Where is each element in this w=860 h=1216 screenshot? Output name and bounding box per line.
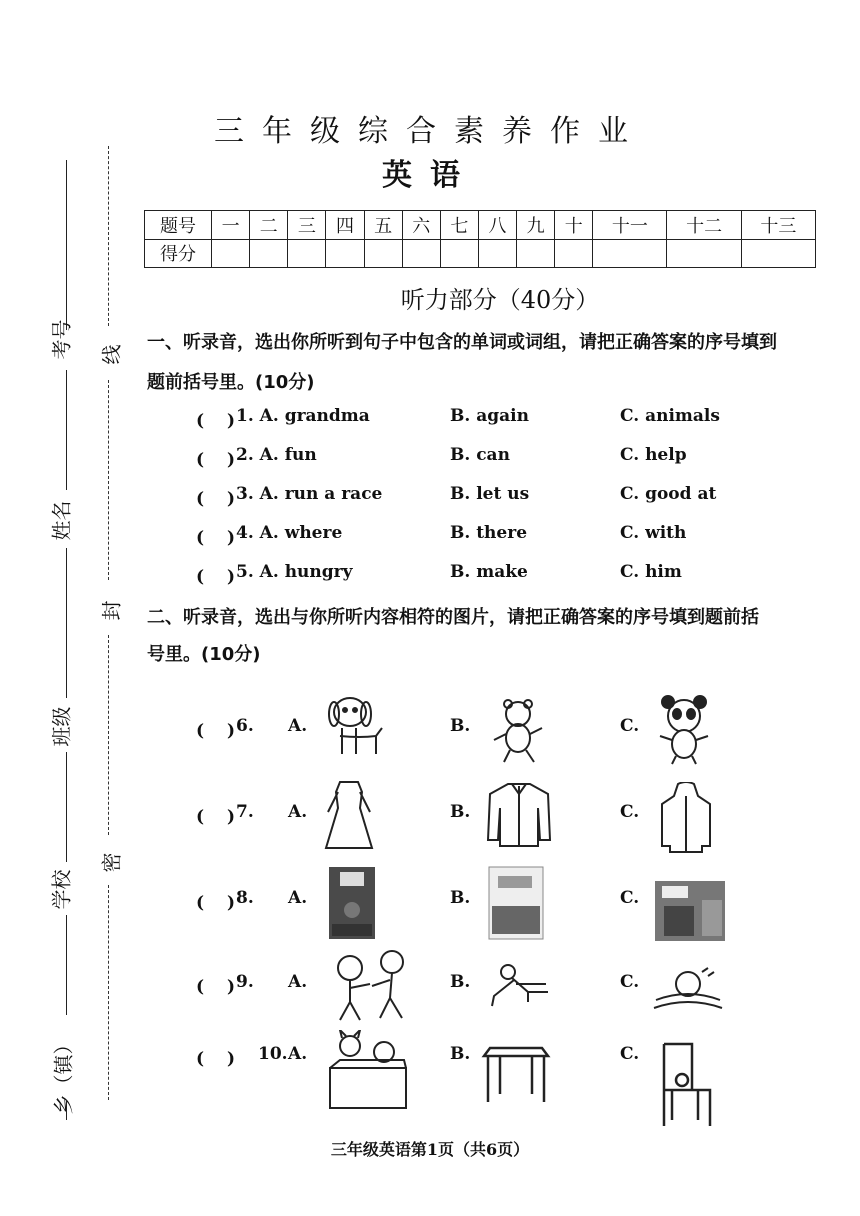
- option-a-label: A.: [288, 716, 308, 736]
- question-number: 10.: [258, 1044, 288, 1064]
- column-header: 九: [517, 211, 555, 240]
- book-cover-picture[interactable]: [654, 880, 726, 942]
- score-cell[interactable]: [555, 239, 593, 268]
- exam-no-label: 考号: [49, 319, 74, 360]
- sleeping-picture[interactable]: [652, 962, 724, 1010]
- column-header: 十三: [741, 211, 815, 240]
- option-b-label: B.: [450, 1044, 471, 1064]
- option-c-label: C.: [620, 888, 640, 908]
- option-a: 2. A. fun: [236, 445, 317, 465]
- answer-bracket[interactable]: ( ): [196, 1049, 236, 1069]
- teddy-bear-picture[interactable]: [490, 696, 548, 766]
- seal-mi-label: 密: [99, 852, 124, 873]
- answer-bracket[interactable]: ( ): [196, 567, 236, 587]
- score-cell[interactable]: [741, 239, 815, 268]
- option-a-label: A.: [288, 1044, 308, 1064]
- cat-in-box-picture[interactable]: [326, 1030, 410, 1112]
- section1-instruction-line1: 一、听录音，选出你所听到句子中包含的单词或词组，请把正确答案的序号填到: [147, 332, 777, 353]
- column-header: 十二: [667, 211, 741, 240]
- option-b: B. let us: [450, 484, 530, 504]
- listening-section-title: 听力部分（40分）: [400, 286, 600, 314]
- option-c-label: C.: [620, 716, 640, 736]
- option-b-label: B.: [450, 972, 471, 992]
- children-playing-picture[interactable]: [320, 948, 420, 1024]
- township-label: 乡（镇）: [51, 1034, 76, 1115]
- column-header: 一: [212, 211, 250, 240]
- answer-bracket[interactable]: ( ): [196, 528, 236, 548]
- option-a: 1. A. grandma: [236, 406, 370, 426]
- column-header: 六: [402, 211, 440, 240]
- book-cover-picture[interactable]: [488, 866, 544, 940]
- score-cell[interactable]: [517, 239, 555, 268]
- column-header: 五: [364, 211, 402, 240]
- score-cell[interactable]: [288, 239, 326, 268]
- column-header: 八: [478, 211, 516, 240]
- column-header: 十一: [593, 211, 667, 240]
- row-label: 得分: [145, 239, 212, 268]
- seal-line-label: 线: [99, 344, 124, 365]
- question-number: 6.: [236, 716, 254, 736]
- section2-instruction-line2: 号里。(10分): [147, 644, 261, 665]
- score-cell[interactable]: [478, 239, 516, 268]
- score-cell[interactable]: [326, 239, 364, 268]
- answer-bracket[interactable]: ( ): [196, 489, 236, 509]
- option-a-label: A.: [288, 888, 308, 908]
- coat-picture[interactable]: [658, 782, 714, 854]
- answer-bracket[interactable]: ( ): [196, 721, 236, 741]
- row-label: 题号: [145, 211, 212, 240]
- dress-picture[interactable]: [322, 778, 376, 852]
- score-cell[interactable]: [593, 239, 667, 268]
- question-number-row: [145, 211, 816, 240]
- seal-feng-label: 封: [99, 600, 124, 621]
- score-cell[interactable]: [364, 239, 402, 268]
- answer-bracket[interactable]: ( ): [196, 807, 236, 827]
- option-a: 5. A. hungry: [236, 562, 353, 582]
- column-header: 三: [288, 211, 326, 240]
- section1-instruction-line2: 题前括号里。(10分): [147, 372, 315, 393]
- question-number: 7.: [236, 802, 254, 822]
- table-picture[interactable]: [480, 1040, 552, 1104]
- panda-picture[interactable]: [654, 694, 714, 766]
- option-a: 3. A. run a race: [236, 484, 383, 504]
- score-cell[interactable]: [250, 239, 288, 268]
- option-b-label: B.: [450, 888, 471, 908]
- option-a-label: A.: [288, 972, 308, 992]
- option-c: C. animals: [620, 406, 720, 426]
- score-cell[interactable]: [212, 239, 250, 268]
- page-title: 三年级综合素养作业: [214, 114, 646, 149]
- column-header: 十: [555, 211, 593, 240]
- option-c: C. help: [620, 445, 687, 465]
- stretching-picture[interactable]: [488, 962, 552, 1008]
- shirt-picture[interactable]: [484, 780, 554, 850]
- option-b-label: B.: [450, 716, 471, 736]
- score-table: [144, 210, 816, 268]
- dog-picture[interactable]: [326, 690, 384, 762]
- answer-bracket[interactable]: ( ): [196, 411, 236, 431]
- option-c-label: C.: [620, 802, 640, 822]
- subject-title: 英语: [382, 158, 478, 193]
- class-label: 班级: [49, 706, 74, 747]
- answer-bracket[interactable]: ( ): [196, 450, 236, 470]
- answer-bracket[interactable]: ( ): [196, 977, 236, 997]
- option-b-label: B.: [450, 802, 471, 822]
- name-label: 姓名: [49, 500, 74, 541]
- book-cover-picture[interactable]: [328, 866, 376, 940]
- option-a-label: A.: [288, 802, 308, 822]
- answer-bracket[interactable]: ( ): [196, 893, 236, 913]
- option-b: B. make: [450, 562, 528, 582]
- school-label: 学校: [49, 869, 74, 910]
- chair-picture[interactable]: [658, 1040, 714, 1128]
- option-c: C. him: [620, 562, 682, 582]
- section2-instruction-line1: 二、听录音，选出与你所听内容相符的图片，请把正确答案的序号填到题前括: [147, 607, 759, 628]
- score-row: [145, 239, 816, 268]
- column-header: 七: [440, 211, 478, 240]
- option-c: C. with: [620, 523, 687, 543]
- page-footer: 三年级英语第1页（共6页）: [330, 1140, 530, 1159]
- option-c-label: C.: [620, 1044, 640, 1064]
- column-header: 四: [326, 211, 364, 240]
- score-cell[interactable]: [402, 239, 440, 268]
- option-b: B. again: [450, 406, 529, 426]
- question-number: 8.: [236, 888, 254, 908]
- option-a: 4. A. where: [236, 523, 343, 543]
- score-cell[interactable]: [667, 239, 741, 268]
- option-b: B. can: [450, 445, 510, 465]
- column-header: 二: [250, 211, 288, 240]
- score-cell[interactable]: [440, 239, 478, 268]
- question-number: 9.: [236, 972, 254, 992]
- option-c: C. good at: [620, 484, 717, 504]
- option-b: B. there: [450, 523, 528, 543]
- option-c-label: C.: [620, 972, 640, 992]
